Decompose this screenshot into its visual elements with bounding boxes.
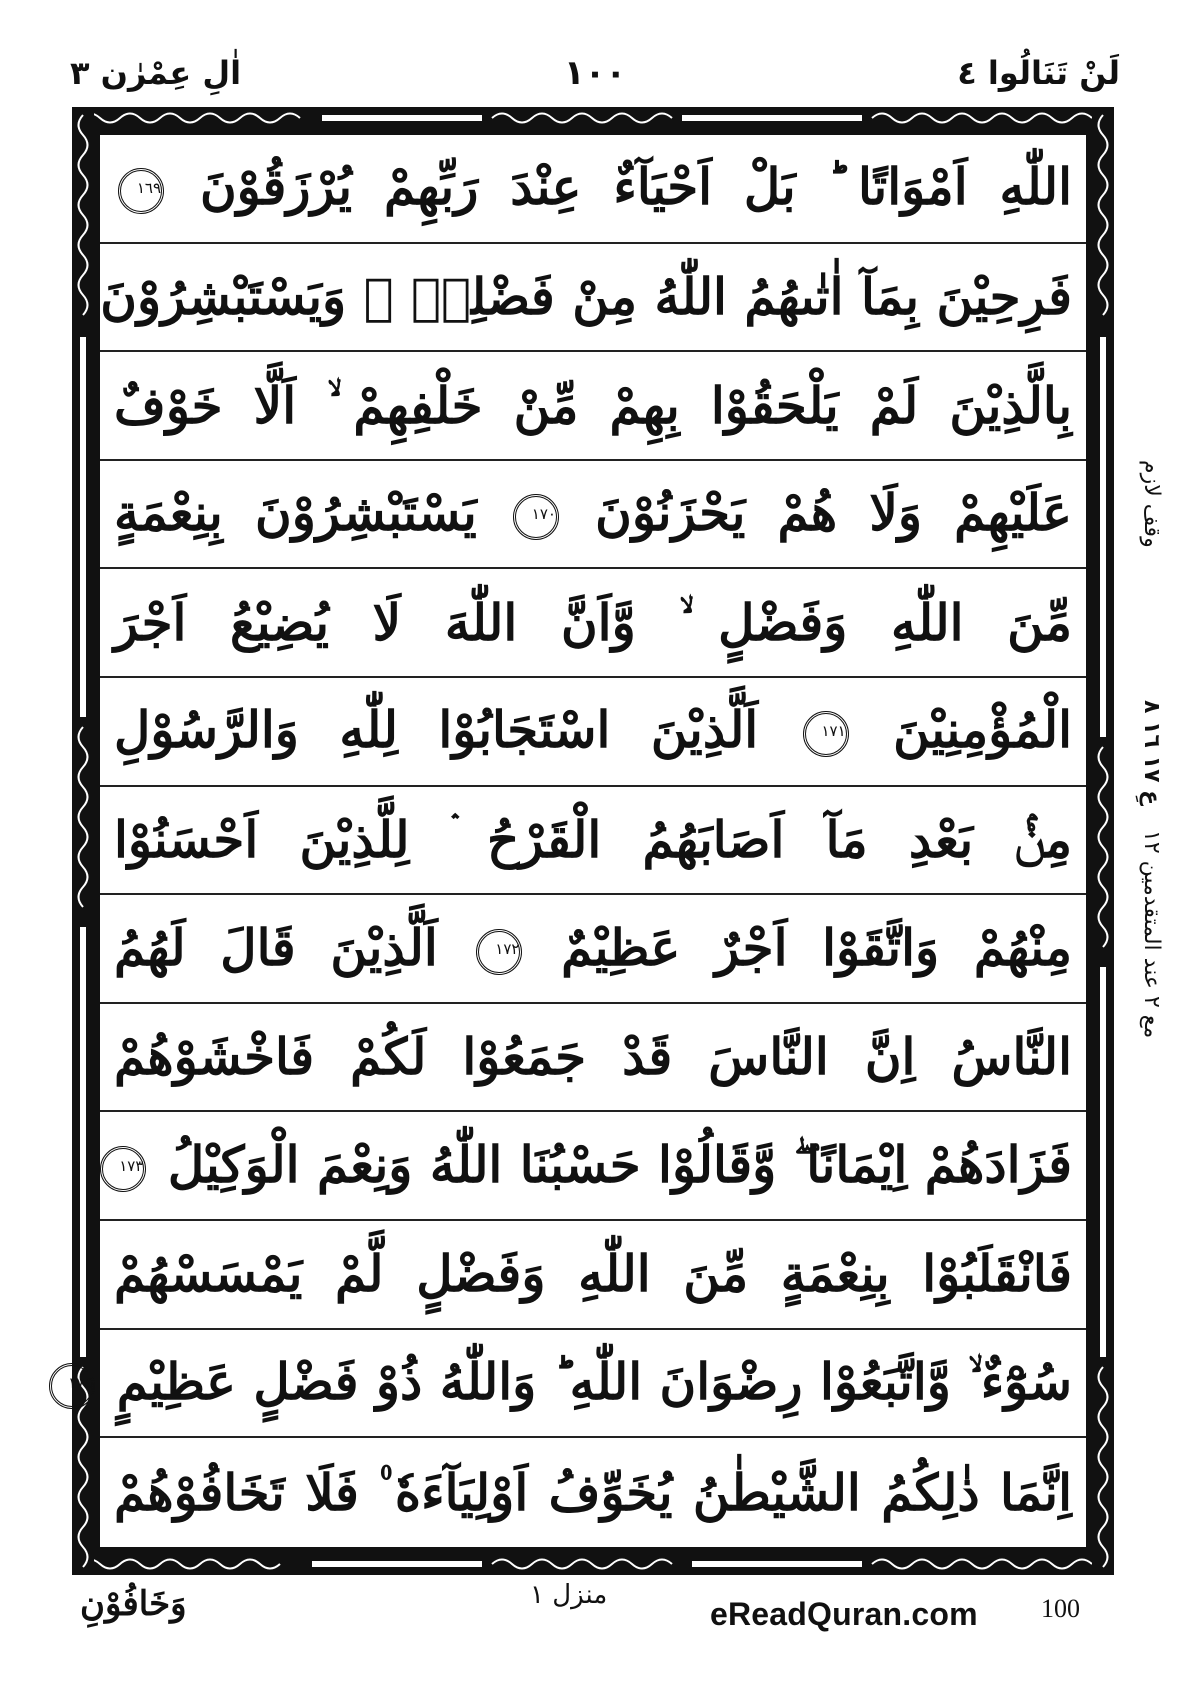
ayah-end-marker: ١٧٠ bbox=[513, 494, 559, 540]
text-line-9 bbox=[100, 1004, 1086, 1113]
page-header bbox=[70, 48, 1120, 98]
manzil-label: منزل ١ bbox=[530, 1580, 608, 1610]
text-line-10 bbox=[100, 1112, 1086, 1221]
line-text: الْمُؤْمِنِيْنَ bbox=[893, 700, 1072, 760]
surah-title: اٰلِ عِمْرٰن ٣ bbox=[70, 54, 242, 92]
text-line-11 bbox=[100, 1221, 1086, 1330]
frame-ornament-left bbox=[72, 107, 94, 1575]
line-text: مِنْهُمْ وَاتَّقَوْا اَجْرٌ عَظِيْمٌ bbox=[561, 917, 1073, 977]
catchword: وَخَافُوْنِ bbox=[80, 1584, 187, 1624]
page-footer bbox=[70, 1580, 1120, 1660]
line-text: النَّاسُ اِنَّ النَّاسَ قَدْ جَمَعُوْا لَكُمْ فَاخْشَوْهُمْ bbox=[114, 1027, 1072, 1087]
ayah-end-marker: ١٧٢ bbox=[476, 929, 522, 975]
page-number: 100 bbox=[1041, 1594, 1080, 1623]
quran-text-panel bbox=[68, 133, 1088, 1549]
line-text-continued: يَسْتَبْشِرُوْنَ بِنِعْمَةٍ bbox=[114, 483, 477, 543]
waqf-lazim-note: وقف لازم bbox=[1139, 460, 1164, 548]
line-text: سُوْٓءٌ ۙ وَّاتَّبَعُوْا رِضْوَانَ اللّٰهِ ؕ وَاللّٰهُ ذُوْ فَضْلٍ عَظِيْمٍ bbox=[116, 1352, 1072, 1411]
line-text: اِنَّمَا ذٰلِكُمُ الشَّيْطٰنُ يُخَوِّفُ اَوْلِيَآءَهٗ ۠ فَلَا تَخَافُوْهُمْ bbox=[114, 1462, 1072, 1522]
text-line-8 bbox=[100, 895, 1086, 1004]
text-line-4 bbox=[100, 461, 1086, 570]
line-text-continued: اَلَّذِيْنَ قَالَ لَهُمُ bbox=[114, 917, 438, 977]
site-watermark: eReadQuran.com bbox=[710, 1596, 978, 1632]
text-line-7 bbox=[100, 787, 1086, 896]
page-number-arabic: ١٠٠ bbox=[563, 53, 627, 93]
line-text: عَلَيْهِمْ وَلَا هُمْ يَحْزَنُوْنَ bbox=[595, 483, 1072, 543]
text-line-12 bbox=[68, 1330, 1086, 1439]
juz-title: لَنْ تَنَالُوا ٤ bbox=[957, 54, 1120, 92]
text-line-13 bbox=[100, 1438, 1086, 1547]
line-text: بِالَّذِيْنَ لَمْ يَلْحَقُوْا بِهِمْ مِّنْ خَلْفِهِمْ ۙ اَلَّا خَوْفٌ bbox=[114, 375, 1072, 435]
line-text-continued: اَلَّذِيْنَ اسْتَجَابُوْا لِلّٰهِ وَالرَّسُوْلِ bbox=[114, 700, 759, 760]
text-line-3 bbox=[100, 352, 1086, 461]
frame-ornament-bottom bbox=[72, 1553, 1114, 1575]
text-line-5 bbox=[100, 569, 1086, 678]
ruku-marker: عِ ١٧ ١٦ ٨ bbox=[1139, 700, 1164, 806]
text-line-1 bbox=[100, 135, 1086, 244]
line-text: فَانْقَلَبُوْا بِنِعْمَةٍ مِّنَ اللّٰهِ وَفَضْلٍ لَّمْ يَمْسَسْهُمْ bbox=[114, 1244, 1072, 1304]
ayah-end-marker: ١٧٤ bbox=[49, 1363, 95, 1409]
line-text: مِّنَ اللّٰهِ وَفَضْلٍ ۙ وَّاَنَّ اللّٰهَ لَا يُضِيْعُ اَجْرَ bbox=[114, 592, 1072, 652]
line-text: فَزَادَهُمْ اِيْمَانًا ۖ وَّقَالُوْا حَسْبُنَا اللّٰهُ وَنِعْمَ الْوَكِيْلُ bbox=[167, 1134, 1072, 1194]
ayah-end-marker: ١٦٩ bbox=[118, 168, 164, 214]
line-text: مِنْۢ بَعْدِ مَآ اَصَابَهُمُ الْقَرْحُ ۛ لِلَّذِيْنَ اَحْسَنُوْا bbox=[114, 809, 1072, 869]
line-text: فَرِحِيْنَ بِمَآ اٰتٰىهُمُ اللّٰهُ مِنْ فَضْلِهٖ ۙ وَيَسْتَبْشِرُوْنَ bbox=[100, 266, 1072, 326]
text-line-2 bbox=[100, 244, 1086, 353]
ornamental-frame bbox=[68, 107, 1114, 1575]
ayah-end-marker: ١٧١ bbox=[803, 711, 849, 757]
line-text: اللّٰهِ اَمْوَاتًا ؕ بَلْ اَحْيَآءٌ عِنْدَ رَبِّهِمْ يُرْزَقُوْنَ bbox=[199, 157, 1072, 217]
frame-ornament-top bbox=[72, 107, 1114, 129]
text-line-6 bbox=[100, 678, 1086, 787]
frame-ornament-right bbox=[1092, 107, 1114, 1575]
ayah-end-marker: ١٧٣ bbox=[100, 1146, 146, 1192]
muanaqah-note: مع ٢ عند المتقدمين ١٢ bbox=[1139, 830, 1164, 1039]
